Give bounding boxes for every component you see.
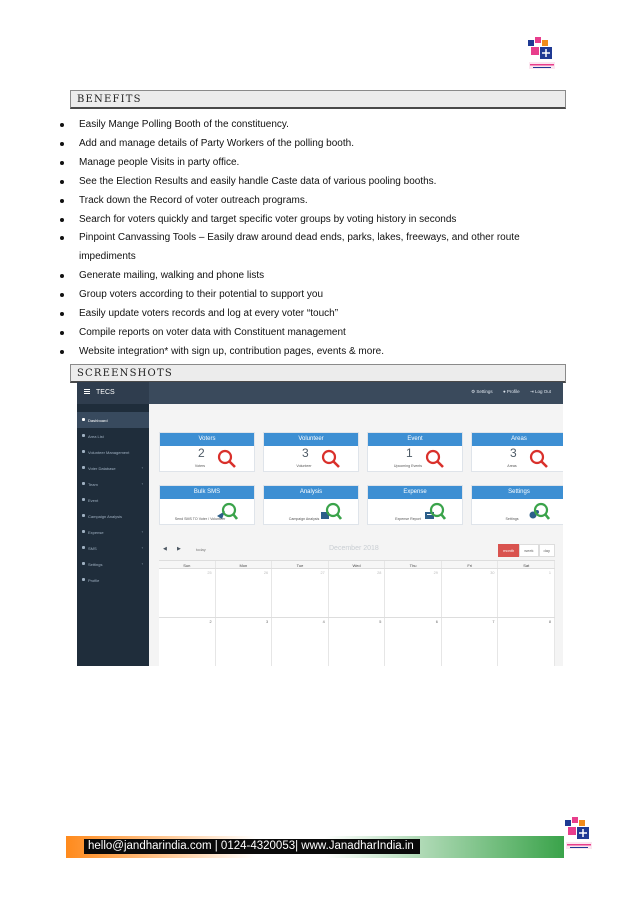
calendar-day[interactable]: 26	[216, 569, 273, 617]
sidebar-item-label: Voter Database	[88, 466, 116, 471]
card-title: Expense	[368, 486, 462, 499]
sidebar-item-icon	[82, 466, 85, 469]
calendar-day[interactable]: 25	[159, 569, 216, 617]
sidebar-item-label: SMS	[88, 546, 97, 551]
weekday-label: Thu	[385, 561, 442, 568]
today-button[interactable]: today	[196, 547, 206, 552]
list-item: Easily Mange Polling Booth of the constituency.	[56, 116, 546, 135]
card-value: 2	[198, 446, 205, 460]
weekday-label: Tue	[272, 561, 329, 568]
sidebar-item[interactable]	[77, 476, 149, 492]
chevron-icon: ‹	[141, 465, 143, 470]
calendar-day[interactable]: 8	[498, 618, 555, 666]
sidebar-item[interactable]	[77, 444, 149, 460]
footer-contact: hello@jandharindia.com | 0124-4320053| www.JanadharIndia.in	[84, 839, 420, 854]
sidebar-item[interactable]	[77, 540, 149, 556]
card-subtitle: Settings	[505, 517, 519, 521]
dashboard-card[interactable]	[471, 432, 563, 472]
brand-label: TECS	[96, 389, 115, 396]
calendar-day[interactable]: 6	[385, 618, 442, 666]
sidebar-item[interactable]	[77, 412, 149, 428]
menu-icon	[84, 389, 90, 394]
wallet-icon	[424, 502, 446, 527]
chevron-icon: ‹	[141, 561, 143, 566]
sidebar-item-label: Settings	[88, 562, 103, 567]
app-screenshot	[77, 382, 563, 666]
card-subtitle: Expense Report	[395, 517, 421, 521]
sidebar-item[interactable]	[77, 460, 149, 476]
sidebar-item-label: Volunteer Management	[88, 450, 130, 455]
send-icon	[216, 502, 238, 527]
dashboard-card[interactable]	[263, 485, 359, 525]
benefits-list	[56, 116, 546, 362]
card-subtitle: Areas	[507, 464, 517, 468]
dashboard-card[interactable]	[159, 485, 255, 525]
sidebar-item-icon	[82, 514, 85, 517]
list-item: Add and manage details of Party Workers of the polling booth.	[56, 135, 546, 154]
sidebar-item-icon	[82, 450, 85, 453]
card-value: 3	[510, 446, 517, 460]
calendar-toolbar	[159, 542, 555, 558]
card-subtitle: Send SMS TO Voter / Volunteer	[174, 517, 226, 521]
gears-icon	[528, 502, 550, 527]
calendar-day[interactable]: 1	[498, 569, 555, 617]
card-title: Analysis	[264, 486, 358, 499]
calendar-day[interactable]: 5	[329, 618, 386, 666]
list-item: Track down the Record of voter outreach programs.	[56, 192, 546, 211]
list-item: Website integration* with sign up, contribution pages, events & more.	[56, 343, 546, 362]
calendar-day[interactable]: 4	[272, 618, 329, 666]
view-month[interactable]: month	[498, 544, 519, 557]
sidebar-item[interactable]	[77, 508, 149, 524]
calendar-day[interactable]: 29	[385, 569, 442, 617]
benefits-heading: BENEFITS	[70, 90, 566, 109]
calendar-day[interactable]: 28	[329, 569, 386, 617]
sidebar-item-icon	[82, 498, 85, 501]
app-sidebar	[77, 404, 149, 666]
list-item: Easily update voters records and log at every voter “touch”	[56, 305, 546, 324]
card-subtitle: Campaign Analysis	[288, 517, 320, 521]
list-item: See the Election Results and easily handle Caste data of various pooling booths.	[56, 173, 546, 192]
search-icon	[528, 449, 550, 474]
calendar-title: December 2018	[329, 545, 379, 552]
logout-link[interactable]: ⇥ Log Out	[529, 389, 551, 394]
calendar-grid	[159, 560, 555, 666]
list-item: Manage people Visits in party office.	[56, 154, 546, 173]
card-subtitle: Voters	[194, 464, 206, 468]
search-icon	[216, 449, 238, 474]
chart-icon	[320, 502, 342, 527]
sidebar-item-label: Dashboard	[88, 418, 108, 423]
app-brand	[77, 382, 149, 404]
weekday-label: Wed	[329, 561, 386, 568]
footer-band	[66, 836, 564, 858]
card-title: Volunteer	[264, 433, 358, 446]
weekday-label: Fri	[442, 561, 499, 568]
prev-icon[interactable]: ◀	[163, 546, 167, 552]
top-links	[462, 389, 551, 395]
sidebar-item-label: Area List	[88, 434, 104, 439]
weekday-label: Sun	[159, 561, 216, 568]
view-week[interactable]: week	[519, 544, 538, 557]
card-value: 3	[302, 446, 309, 460]
card-title: Bulk SMS	[160, 486, 254, 499]
profile-link[interactable]: ● Profile	[502, 389, 520, 394]
janadhar-logo	[527, 36, 557, 70]
view-day[interactable]: day	[539, 544, 555, 557]
card-value: 1	[406, 446, 413, 460]
calendar-day[interactable]: 27	[272, 569, 329, 617]
sidebar-item-icon	[82, 578, 85, 581]
sidebar-item[interactable]	[77, 572, 149, 588]
sidebar-item-icon	[82, 434, 85, 437]
search-icon	[424, 449, 446, 474]
calendar-day[interactable]: 3	[216, 618, 273, 666]
sidebar-item-label: Campaign Analysis	[88, 514, 123, 519]
card-subtitle: Volunteer	[296, 464, 312, 468]
card-title: Voters	[160, 433, 254, 446]
app-topbar	[77, 382, 563, 404]
card-subtitle: Upcoming Events	[393, 464, 423, 468]
sidebar-item-icon	[82, 530, 85, 533]
sidebar-item[interactable]	[77, 524, 149, 540]
sidebar-item-icon	[82, 482, 85, 485]
janadhar-logo	[564, 816, 594, 850]
search-icon	[320, 449, 342, 474]
calendar-day[interactable]: 2	[159, 618, 216, 666]
sidebar-item[interactable]	[77, 492, 149, 508]
card-title: Areas	[472, 433, 563, 446]
sidebar-item-icon	[82, 562, 85, 565]
sidebar-item-label: Event	[88, 498, 99, 503]
dashboard-card[interactable]	[263, 432, 359, 472]
dashboard-card[interactable]	[159, 432, 255, 472]
dashboard-card[interactable]	[471, 485, 563, 525]
sidebar-item-icon	[82, 418, 85, 421]
dashboard-card[interactable]	[367, 485, 463, 525]
chevron-icon: ‹	[141, 481, 143, 486]
chevron-icon: ‹	[141, 529, 143, 534]
sidebar-item[interactable]	[77, 556, 149, 572]
list-item: Search for voters quickly and target specific voter groups by voting history in seconds	[56, 211, 546, 230]
screenshots-heading: SCREENSHOTS	[70, 364, 566, 383]
chevron-icon: ‹	[141, 545, 143, 550]
calendar-day[interactable]: 30	[442, 569, 499, 617]
list-item: Group voters according to their potential to support you	[56, 286, 546, 305]
card-title: Settings	[472, 486, 563, 499]
weekday-label: Mon	[216, 561, 273, 568]
card-title: Event	[368, 433, 462, 446]
sidebar-item-label: Team	[88, 482, 98, 487]
list-item: Pinpoint Canvassing Tools – Easily draw around dead ends, parks, lakes, freeways, and other route impediments	[56, 229, 546, 267]
sidebar-item[interactable]	[77, 428, 149, 444]
dashboard-card[interactable]	[367, 432, 463, 472]
sidebar-item-icon	[82, 546, 85, 549]
sidebar-item-label: Profile	[88, 578, 100, 583]
list-item: Generate mailing, walking and phone lists	[56, 267, 546, 286]
next-icon[interactable]: ▶	[177, 546, 181, 552]
settings-link[interactable]: ⚙ Settings	[471, 389, 493, 394]
weekday-label: Sat	[498, 561, 555, 568]
sidebar-item-label: Expense	[88, 530, 104, 535]
list-item: Compile reports on voter data with Constituent management	[56, 324, 546, 343]
view-switcher	[498, 544, 555, 557]
calendar-day[interactable]: 7	[442, 618, 499, 666]
